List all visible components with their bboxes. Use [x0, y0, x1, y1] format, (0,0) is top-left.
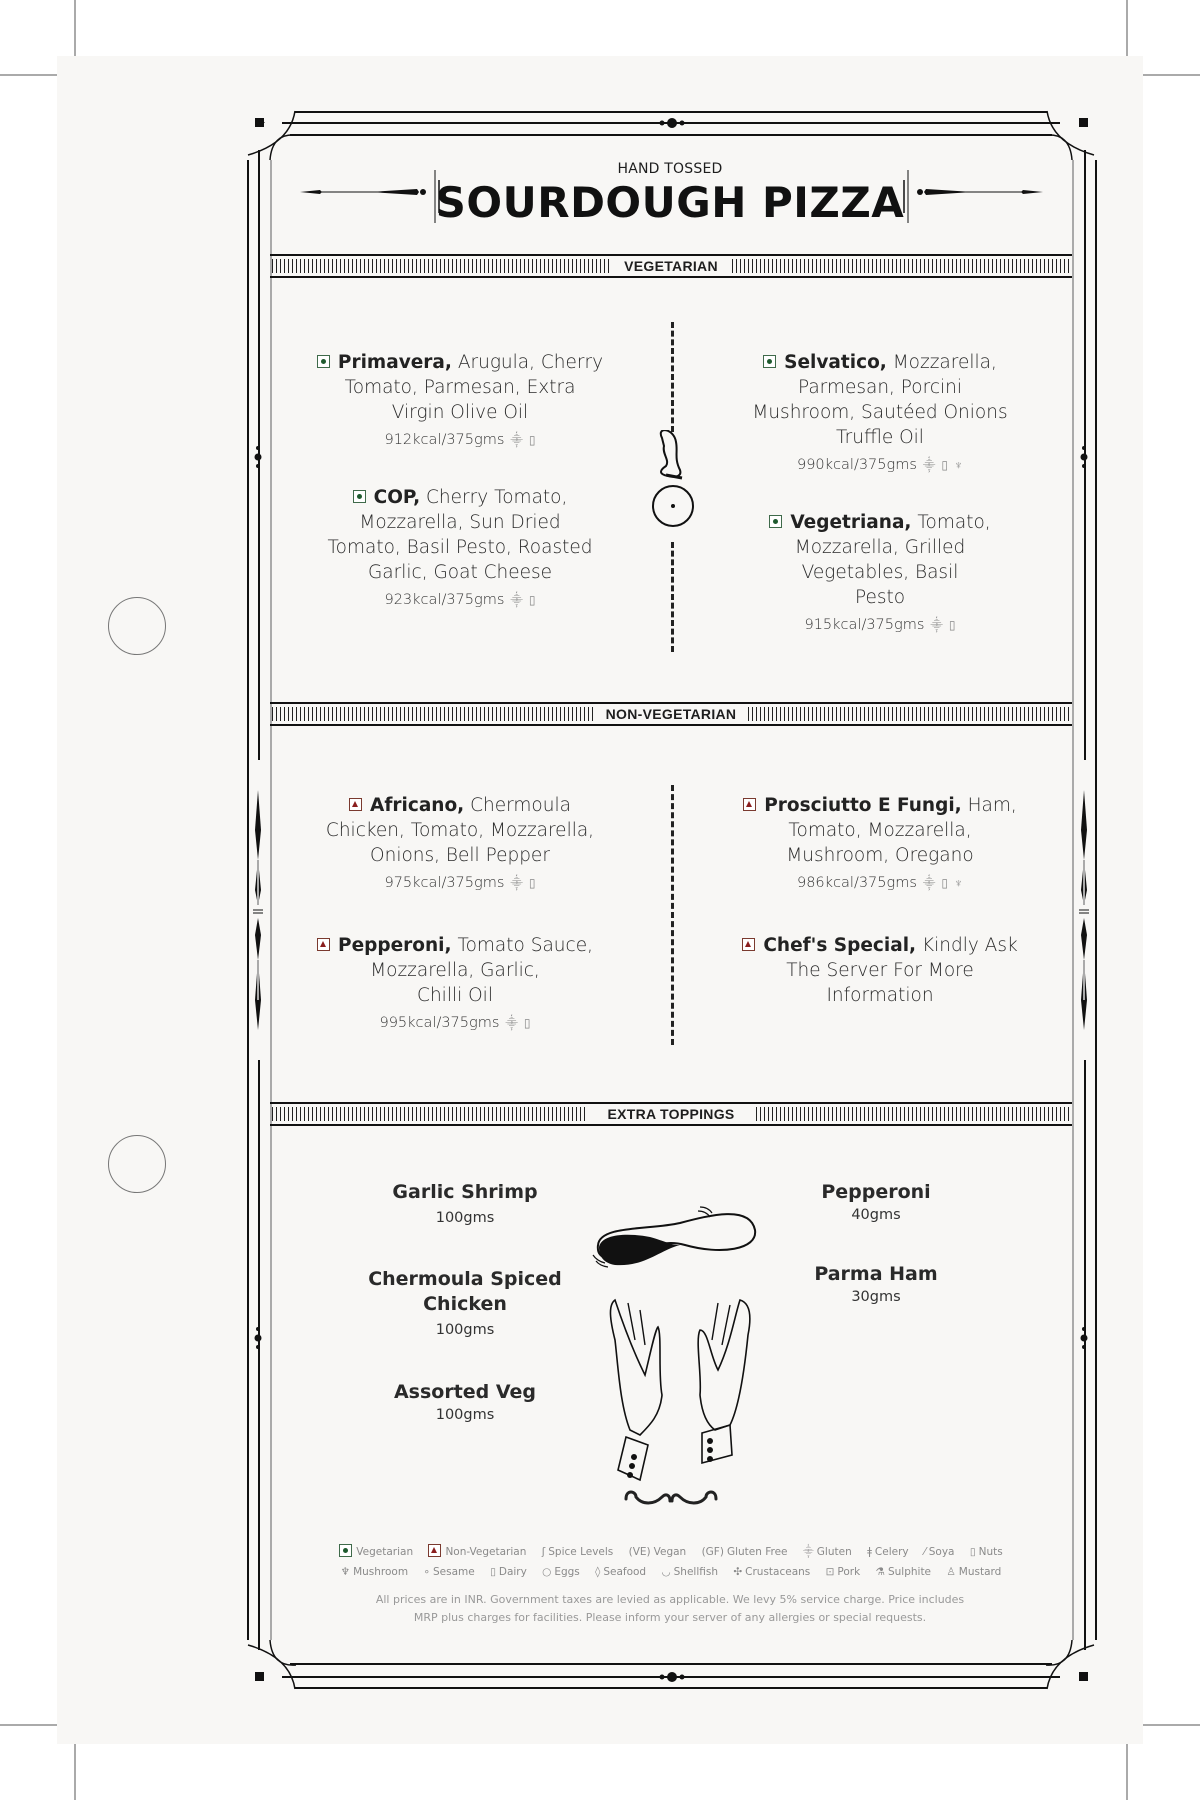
- topping-name: Parma Ham: [814, 1263, 938, 1285]
- diamond-ornament-bottom: [648, 1670, 696, 1684]
- legend-row-2: [300, 1562, 1042, 1582]
- item-kcal: 915kcal/375gms: [804, 617, 925, 633]
- item-desc: Mozzarella, Grilled: [794, 537, 966, 558]
- section-title: NON-VEGETARIAN: [594, 706, 749, 722]
- frame-bottom-inner: [290, 1663, 1052, 1665]
- topping-name: Chermoula Spiced: [368, 1268, 562, 1290]
- side-dot-ornament: [252, 444, 264, 470]
- item-desc: Mozzarella,: [892, 352, 997, 373]
- legend-row-1: [300, 1542, 1042, 1562]
- gluten-icon: ⸎: [510, 593, 523, 607]
- item-desc: Arugula, Cherry: [457, 352, 604, 373]
- chilli-icon: ʃ: [541, 1546, 546, 1558]
- frame-left-inner: [270, 160, 272, 1640]
- crop-mark: [0, 74, 57, 76]
- gluten-free-icon: (GF): [701, 1546, 724, 1558]
- side-dot-ornament: [252, 1325, 264, 1351]
- nuts-icon: ▯: [969, 1546, 976, 1558]
- soya-icon: ⁄: [923, 1546, 926, 1558]
- item-desc: Mozzarella, Garlic,: [370, 960, 540, 981]
- dairy-icon: ▯: [490, 1566, 496, 1578]
- legend-item-crustaceans: ✣ Crustaceans: [733, 1566, 811, 1578]
- nonveg-indicator-icon: [349, 798, 362, 811]
- section-header-non-vegetarian: [270, 702, 1072, 726]
- gluten-icon: ⸎: [922, 876, 936, 890]
- legend-item-vegan: (VE) Vegan: [628, 1546, 687, 1558]
- nonveg-indicator-icon: [742, 938, 755, 951]
- gluten-icon: ⸎: [510, 876, 523, 890]
- section-title: VEGETARIAN: [612, 258, 730, 274]
- frame-bottom-outer: [295, 1687, 1047, 1689]
- crop-mark: [1143, 74, 1200, 76]
- pricing-disclaimer: [330, 1591, 1010, 1627]
- topping-weight: 30gms: [851, 1289, 901, 1305]
- legend-item-non-vegetarian: Non-Vegetarian: [428, 1542, 526, 1562]
- item-desc: Truffle Oil: [836, 427, 924, 448]
- legend-item-mustard: ♙ Mustard: [946, 1566, 1002, 1578]
- legend-item-shellfish: ◡ Shellfish: [661, 1566, 718, 1578]
- item-kcal: 912kcal/375gms: [384, 432, 505, 448]
- topping-garlic-shrimp: [365, 1180, 565, 1228]
- veg-indicator-icon: [763, 355, 776, 368]
- title-kicker: HAND TOSSED: [617, 161, 723, 177]
- topping-weight: 100gms: [435, 1322, 495, 1338]
- topping-name: Chicken: [423, 1293, 507, 1315]
- side-spear-ornament: [1076, 760, 1092, 1060]
- item-kcal: 986kcal/375gms: [796, 875, 917, 891]
- topping-weight: 100gms: [435, 1210, 495, 1226]
- frame-right-outer: [1095, 160, 1097, 1640]
- item-name: Africano,: [370, 795, 465, 816]
- vegan-icon: (VE): [628, 1546, 651, 1558]
- item-desc: Onions, Bell Pepper: [370, 845, 550, 866]
- section-title: EXTRA TOPPINGS: [595, 1106, 746, 1122]
- item-desc: Kindly Ask: [921, 935, 1018, 956]
- legend-item-celery: ǂ Celery: [867, 1546, 909, 1558]
- crop-mark: [74, 0, 76, 56]
- item-desc: Vegetables, Basil: [801, 562, 959, 583]
- nuts-icon: ▯: [941, 458, 949, 472]
- item-desc: Virgin Olive Oil: [391, 402, 529, 423]
- item-kcal: 995kcal/375gms: [379, 1015, 500, 1031]
- topping-chermoula-spiced-chicken: [345, 1267, 585, 1340]
- item-desc: Parmesan, Porcini: [798, 377, 962, 398]
- menu-item-pepperoni: [295, 933, 615, 1033]
- gluten-icon: ⸎: [802, 1546, 814, 1558]
- legend-item-soya: ⁄ Soya: [923, 1546, 955, 1558]
- nonveg-indicator-icon: [317, 938, 330, 951]
- item-name: COP,: [373, 487, 421, 508]
- item-name: Selvatico,: [784, 352, 887, 373]
- menu-item-africano: [300, 793, 620, 893]
- item-name: Vegetriana,: [790, 512, 912, 533]
- item-desc: Ham,: [967, 795, 1017, 816]
- frame-top-inner: [290, 134, 1052, 136]
- disclaimer-line: MRP plus charges for facilities. Please inform your server of any allergies or special requests.: [413, 1611, 927, 1624]
- legend-item-seafood: ◊ Seafood: [595, 1566, 647, 1578]
- nuts-icon: ▯: [948, 618, 956, 632]
- veg-indicator-icon: [353, 490, 366, 503]
- topping-assorted-veg: [365, 1380, 565, 1425]
- pork-icon: ⊡: [825, 1566, 835, 1578]
- legend-item-gluten-free: (GF) Gluten Free: [701, 1546, 788, 1558]
- nuts-icon: ▯: [523, 1016, 531, 1030]
- menu-page: [57, 56, 1143, 1744]
- corner-curve-ornament: [240, 1625, 310, 1695]
- binder-hole: [108, 597, 166, 655]
- item-desc: Cherry Tomato,: [426, 487, 568, 508]
- item-desc: Tomato Sauce,: [457, 935, 593, 956]
- legend-item-eggs: ○ Eggs: [542, 1566, 580, 1578]
- nuts-icon: ▯: [528, 433, 536, 447]
- column-divider: [671, 322, 674, 432]
- gluten-icon: ⸎: [922, 458, 936, 472]
- mushroom-icon: ♆: [954, 458, 964, 472]
- egg-icon: ○: [542, 1566, 552, 1578]
- item-desc: Tomato, Basil Pesto, Roasted: [327, 537, 593, 558]
- side-dot-ornament: [1078, 1325, 1090, 1351]
- shellfish-icon: ◡: [661, 1566, 671, 1578]
- topping-name: Pepperoni: [821, 1181, 931, 1203]
- item-name: Pepperoni,: [338, 935, 452, 956]
- title-rule-right: [898, 168, 1048, 228]
- item-name: Primavera,: [337, 352, 452, 373]
- nuts-icon: ▯: [528, 876, 536, 890]
- menu-item-chefs-special: [720, 933, 1040, 1008]
- topping-parma-ham: [776, 1262, 976, 1307]
- nonveg-indicator-icon: [743, 798, 756, 811]
- item-name: Prosciutto E Fungi,: [764, 795, 962, 816]
- section-header-vegetarian: [270, 254, 1072, 278]
- column-divider: [671, 542, 674, 652]
- mustard-icon: ♙: [946, 1566, 956, 1578]
- pizza-dough-toss-illustration: [590, 1205, 770, 1485]
- mushroom-icon: ♆: [954, 876, 964, 890]
- nuts-icon: ▯: [528, 593, 536, 607]
- page-title: SOURDOUGH PIZZA: [435, 178, 905, 227]
- legend-item-sesame: ∘ Sesame: [423, 1566, 475, 1578]
- legend-item-pork: ⊡ Pork: [825, 1566, 861, 1578]
- item-desc: Chermoula: [470, 795, 571, 816]
- item-desc: Tomato, Parmesan, Extra: [344, 377, 576, 398]
- menu-item-selvatico: [720, 350, 1040, 475]
- crop-mark: [74, 1744, 76, 1800]
- crustacean-icon: ✣: [733, 1566, 743, 1578]
- crop-mark: [1126, 0, 1128, 56]
- flourish-ornament: [622, 1487, 720, 1509]
- item-desc: Chilli Oil: [417, 985, 493, 1006]
- allergen-legend: [300, 1542, 1042, 1582]
- item-desc: Garlic, Goat Cheese: [367, 562, 553, 583]
- legend-item-spice: ʃ Spice Levels: [541, 1546, 614, 1558]
- legend-item-vegetarian: Vegetarian: [339, 1542, 413, 1562]
- gluten-icon: ⸎: [930, 618, 943, 632]
- crop-mark: [1126, 1744, 1128, 1800]
- item-desc: Chicken, Tomato, Mozzarella,: [325, 820, 595, 841]
- gluten-icon: ⸎: [510, 433, 523, 447]
- pizza-cutter-icon: [652, 430, 698, 532]
- veg-indicator-icon: [339, 1544, 352, 1557]
- menu-item-cop: [300, 485, 620, 610]
- topping-weight: 40gms: [851, 1207, 901, 1223]
- veg-indicator-icon: [769, 515, 782, 528]
- legend-item-mushroom: ♆ Mushroom: [340, 1566, 409, 1578]
- item-desc: Tomato, Mozzarella,: [788, 820, 972, 841]
- item-desc: Mozzarella, Sun Dried: [359, 512, 561, 533]
- corner-curve-ornament: [1032, 1625, 1102, 1695]
- section-header-extra-toppings: [270, 1102, 1072, 1126]
- sulphite-icon: ⚗: [875, 1566, 885, 1578]
- item-desc: Information: [826, 985, 934, 1006]
- menu-item-primavera: [300, 350, 620, 450]
- item-kcal: 923kcal/375gms: [384, 592, 505, 608]
- topping-pepperoni: [776, 1180, 976, 1225]
- topping-name: Assorted Veg: [393, 1381, 537, 1403]
- frame-right-inner: [1072, 160, 1074, 1640]
- legend-item-nuts: ▯ Nuts: [969, 1546, 1003, 1558]
- item-desc: Tomato,: [917, 512, 991, 533]
- frame-left-outer: [247, 160, 249, 1640]
- side-dot-ornament: [1078, 444, 1090, 470]
- legend-item-gluten: ⸎ Gluten: [802, 1546, 852, 1558]
- sesame-icon: ∘: [423, 1566, 431, 1578]
- column-divider: [671, 785, 674, 1045]
- diamond-ornament-top: [648, 116, 696, 130]
- mushroom-icon: ♆: [340, 1566, 351, 1578]
- item-desc: Pesto: [854, 587, 906, 608]
- crop-mark: [1143, 1724, 1200, 1726]
- item-kcal: 975kcal/375gms: [384, 875, 505, 891]
- side-spear-ornament: [250, 760, 266, 1060]
- disclaimer-line: All prices are in INR. Government taxes are levied as applicable. We levy 5% service charge. Price includes: [375, 1593, 965, 1606]
- topping-name: Garlic Shrimp: [392, 1181, 538, 1203]
- nuts-icon: ▯: [941, 876, 949, 890]
- menu-item-prosciutto-e-fungi: [720, 793, 1040, 893]
- nonveg-indicator-icon: [428, 1544, 441, 1557]
- legend-item-dairy: ▯ Dairy: [490, 1566, 527, 1578]
- frame-top-outer: [295, 111, 1047, 113]
- item-desc: Mushroom, Oregano: [786, 845, 974, 866]
- item-name: Chef's Special,: [763, 935, 917, 956]
- crop-mark: [0, 1724, 57, 1726]
- gluten-icon: ⸎: [505, 1016, 518, 1030]
- item-desc: The Server For More: [786, 960, 974, 981]
- celery-icon: ǂ: [867, 1546, 872, 1558]
- menu-item-vegetriana: [720, 510, 1040, 635]
- veg-indicator-icon: [317, 355, 330, 368]
- item-desc: Mushroom, Sautéed Onions: [752, 402, 1008, 423]
- seafood-icon: ◊: [595, 1566, 601, 1578]
- legend-item-sulphite: ⚗ Sulphite: [875, 1566, 932, 1578]
- item-kcal: 990kcal/375gms: [796, 457, 917, 473]
- title-rule-left: [295, 168, 445, 228]
- topping-weight: 100gms: [435, 1407, 495, 1423]
- binder-hole: [108, 1135, 166, 1193]
